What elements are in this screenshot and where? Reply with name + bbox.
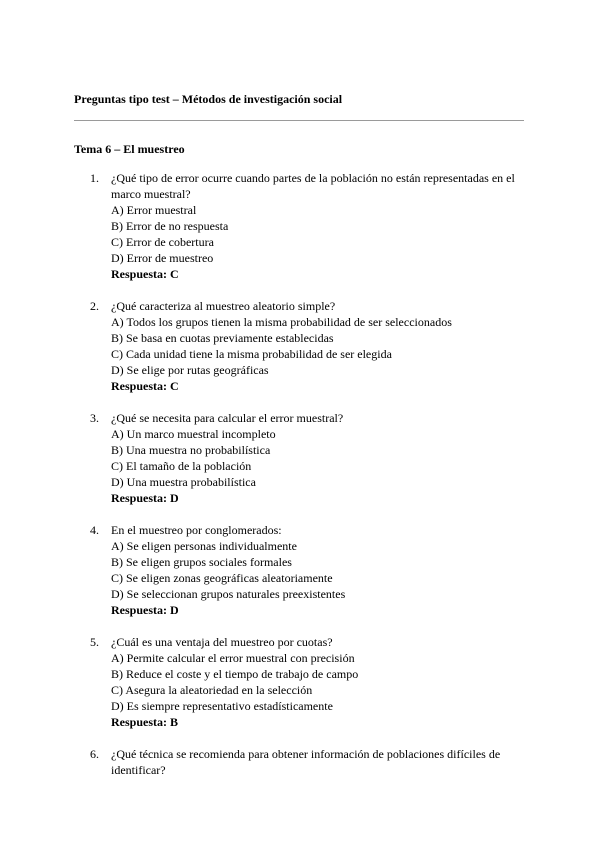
- question-text: ¿Qué caracteriza al muestreo aleatorio simple?: [111, 299, 336, 313]
- question-text: En el muestreo por conglomerados:: [111, 523, 282, 537]
- question-number: 3.: [90, 411, 99, 425]
- correct-answer: Respuesta: D: [111, 491, 179, 505]
- answer-option: C) Asegura la aleatoriedad en la selección: [111, 683, 313, 697]
- question-text: ¿Qué tipo de error ocurre cuando partes de la población no están representadas en el marco muestral?: [111, 171, 515, 201]
- answer-option: B) Error de no respuesta: [111, 219, 229, 233]
- answer-option: D) Se elige por rutas geográficas: [111, 363, 269, 377]
- answer-option: C) Error de cobertura: [111, 235, 214, 249]
- question-number: 6.: [90, 747, 99, 761]
- answer-option: C) El tamaño de la población: [111, 459, 252, 473]
- question-list: [74, 170, 524, 794]
- answer-option: A) Permite calcular el error muestral con precisión: [111, 651, 355, 665]
- answer-option: B) Una muestra no probabilística: [111, 443, 271, 457]
- question-item: [74, 170, 524, 282]
- question-item: [74, 298, 524, 394]
- question-text: ¿Qué técnica se recomienda para obtener información de poblaciones difíciles de identificar?: [111, 747, 501, 777]
- answer-option: D) Una muestra probabilística: [111, 475, 256, 489]
- topic-heading: Tema 6 – El muestreo: [74, 142, 185, 156]
- answer-option: B) Reduce el coste y el tiempo de trabajo de campo: [111, 667, 359, 681]
- question-number: 1.: [90, 171, 99, 185]
- answer-option: D) Es siempre representativo estadísticamente: [111, 699, 333, 713]
- answer-option: A) Todos los grupos tienen la misma probabilidad de ser seleccionados: [111, 315, 452, 329]
- question-number: 4.: [90, 523, 99, 537]
- answer-option: C) Cada unidad tiene la misma probabilidad de ser elegida: [111, 347, 392, 361]
- answer-option: A) Se eligen personas individualmente: [111, 539, 297, 553]
- answer-option: D) Se seleccionan grupos naturales preexistentes: [111, 587, 346, 601]
- question-number: 2.: [90, 299, 99, 313]
- question-text: ¿Cuál es una ventaja del muestreo por cuotas?: [111, 635, 333, 649]
- answer-option: D) Error de muestreo: [111, 251, 214, 265]
- correct-answer: Respuesta: D: [111, 603, 179, 617]
- answer-option: C) Se eligen zonas geográficas aleatoriamente: [111, 571, 333, 585]
- question-item: [74, 746, 524, 778]
- answer-option: A) Error muestral: [111, 203, 197, 217]
- document-title: Preguntas tipo test – Métodos de investigación social: [74, 92, 343, 106]
- title-divider: [74, 120, 524, 121]
- correct-answer: Respuesta: B: [111, 715, 179, 729]
- question-text: ¿Qué se necesita para calcular el error muestral?: [111, 411, 344, 425]
- question-item: [74, 410, 524, 506]
- correct-answer: Respuesta: C: [111, 379, 179, 393]
- question-item: [74, 522, 524, 618]
- answer-option: B) Se eligen grupos sociales formales: [111, 555, 292, 569]
- correct-answer: Respuesta: C: [111, 267, 179, 281]
- answer-option: A) Un marco muestral incompleto: [111, 427, 276, 441]
- answer-option: B) Se basa en cuotas previamente establecidas: [111, 331, 334, 345]
- question-item: [74, 634, 524, 730]
- question-number: 5.: [90, 635, 99, 649]
